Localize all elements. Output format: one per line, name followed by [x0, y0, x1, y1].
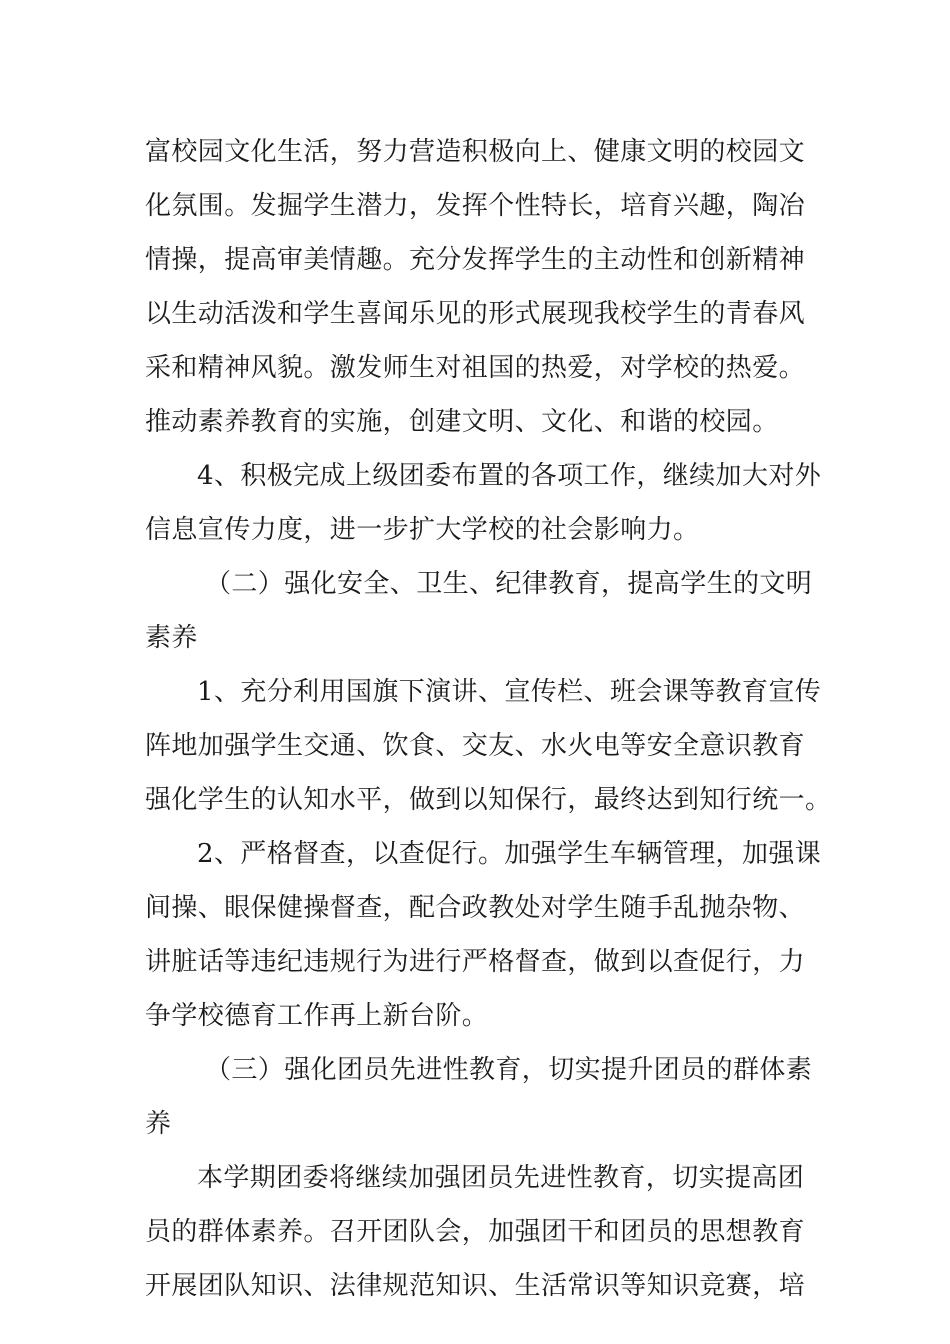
text-line: 化氛围。发掘学生潜力，发挥个性特长，培育兴趣，陶冶 — [145, 191, 806, 221]
text-line: 员的群体素养。召开团队会，加强团干和团员的思想教育 — [145, 1217, 806, 1247]
item-2-start: 2、严格督查，以查促行。加强学生车辆管理，加强课 — [197, 839, 822, 869]
text-line: 开展团队知识、法律规范知识、生活常识等知识竞赛，培 — [145, 1271, 806, 1301]
text-line: 间操、眼保健操督查，配合政教处对学生随手乱抛杂物、 — [145, 893, 806, 923]
text-line: 情操，提高审美情趣。充分发挥学生的主动性和创新精神 — [145, 245, 806, 275]
text-line: 阵地加强学生交通、饮食、交友、水火电等安全意识教育 — [145, 731, 806, 761]
text-line: 采和精神风貌。激发师生对祖国的热爱，对学校的热爱。 — [145, 353, 806, 383]
item-4-start: 4、积极完成上级团委布置的各项工作，继续加大对外 — [197, 461, 822, 491]
text-line: 以生动活泼和学生喜闻乐见的形式展现我校学生的青春风 — [145, 299, 806, 329]
text-line: 推动素养教育的实施，创建文明、文化、和谐的校园。 — [145, 407, 779, 437]
text-line: 富校园文化生活，努力营造积极向上、健康文明的校园文 — [145, 137, 806, 167]
document-body — [145, 125, 832, 1313]
paragraph-start: 本学期团委将继续加强团员先进性教育，切实提高团 — [197, 1163, 805, 1193]
text-line: 强化学生的认知水平，做到以知保行，最终达到知行统一。 — [145, 785, 832, 815]
text-line: 信息宣传力度，进一步扩大学校的社会影响力。 — [145, 515, 700, 545]
section-heading-2: （二）强化安全、卫生、纪律教育，提高学生的文明 — [205, 569, 813, 599]
item-1-start: 1、充分利用国旗下演讲、宣传栏、班会课等教育宣传 — [197, 677, 822, 707]
text-line: 争学校德育工作再上新台阶。 — [145, 1001, 489, 1031]
text-line: 讲脏话等违纪违规行为进行严格督查，做到以查促行，力 — [145, 947, 806, 977]
section-heading-3: （三）强化团员先进性教育，切实提升团员的群体素 — [205, 1055, 813, 1085]
section-heading-2-cont: 素养 — [145, 623, 198, 653]
section-heading-3-cont: 养 — [145, 1109, 172, 1139]
